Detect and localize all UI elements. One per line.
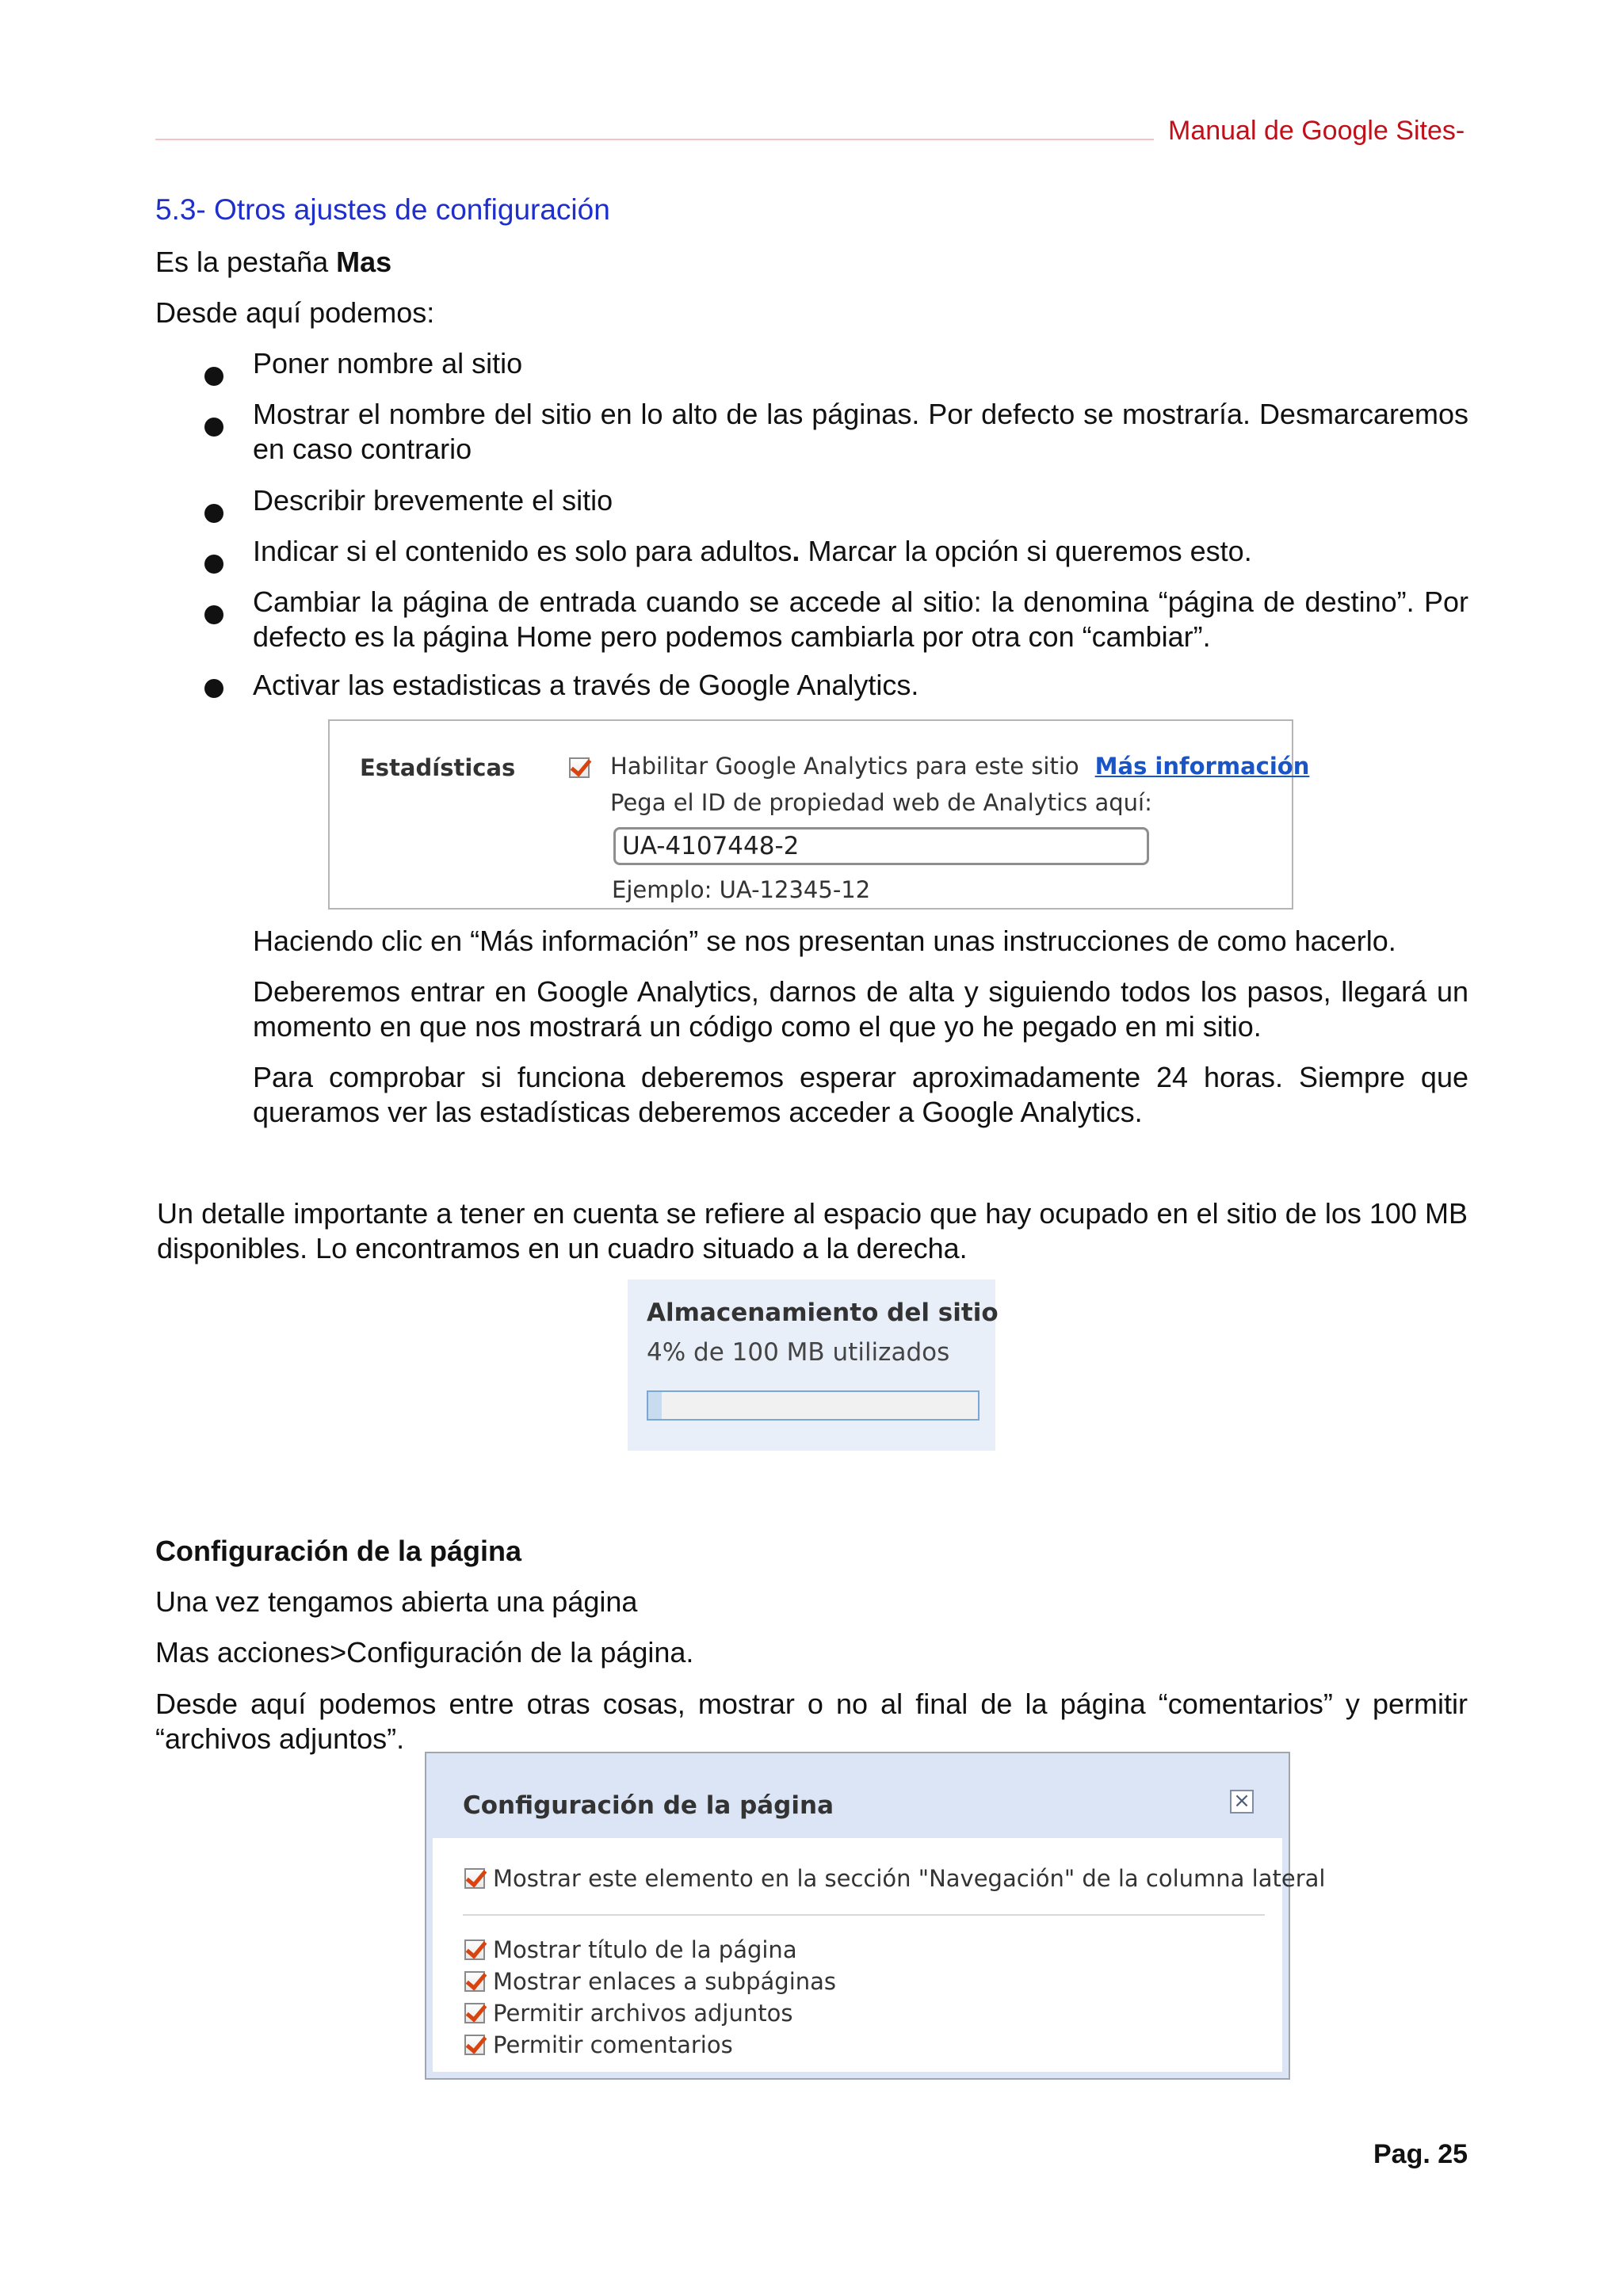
intro-bold: Mas <box>336 246 392 278</box>
stats-label: Estadísticas <box>360 754 516 781</box>
option-label: Mostrar título de la página <box>493 1936 797 1963</box>
page-settings-dialog <box>425 1752 1326 2080</box>
bullet-dot <box>204 555 223 574</box>
list-item: Cambiar la página de entrada cuando se accede al sitio: la denomina “página de destino”. Por defecto es la página Home pero podemos cambiarla por otra con “cambiar”. <box>253 585 1468 653</box>
list-item: Poner nombre al sitio <box>253 347 523 379</box>
analytics-enable-row: Habilitar Google Analytics para este sitio Más información <box>610 753 1310 780</box>
nav-option-checkbox[interactable] <box>464 1868 485 1889</box>
bullet-dot <box>204 504 223 523</box>
storage-progress-fill <box>648 1392 662 1419</box>
list-item: Describir brevemente el sitio <box>253 484 613 517</box>
storage-usage: 4% de 100 MB utilizados <box>647 1338 950 1367</box>
header-divider <box>155 139 1154 140</box>
option-checkbox[interactable] <box>464 1939 485 1960</box>
header-title: Manual de Google Sites- <box>1168 116 1465 146</box>
bullet-dot <box>204 367 223 386</box>
bullet-dot <box>204 418 223 437</box>
analytics-id-input[interactable]: UA-4107448-2 <box>613 827 1149 865</box>
dialog-title: Configuración de la página <box>463 1791 834 1820</box>
list-item: Indicar si el contenido es solo para adultos. Marcar la opción si queremos esto. <box>253 535 1252 567</box>
paragraph: Un detalle importante a tener en cuenta se refiere al espacio que hay ocupado en el sitio de los 100 MB disponibles. Lo encontramos en un cuadro situado a la derecha. <box>157 1197 1468 1264</box>
paragraph: Deberemos entrar en Google Analytics, darnos de alta y siguiendo todos los pasos, llegará un momento en que nos mostrará un código como el que yo he pegado en mi sitio. <box>253 975 1468 1043</box>
more-info-link[interactable]: Más información <box>1094 753 1310 780</box>
analytics-example: Ejemplo: UA-12345-12 <box>612 876 871 903</box>
nav-option-label: Mostrar este elemento en la sección "Navegación" de la columna lateral <box>493 1865 1326 1892</box>
analytics-paste-hint: Pega el ID de propiedad web de Analytics aquí: <box>610 789 1152 816</box>
list-item: Mostrar el nombre del sitio en lo alto de las páginas. Por defecto se mostraría. Desmarcaremos en caso contrario <box>253 398 1468 465</box>
analytics-checkbox[interactable] <box>569 757 590 778</box>
config-heading: Configuración de la página <box>155 1535 522 1567</box>
paragraph: Para comprobar si funciona deberemos esperar aproximadamente 24 horas. Siempre que queramos ver las estadísticas deberemos acceder a Google Analytics. <box>253 1061 1468 1128</box>
dialog-body <box>433 1838 1326 2072</box>
paragraph: Desde aquí podemos entre otras cosas, mostrar o no al final de la página “comentarios” y permitir “archivos adjuntos”. <box>155 1688 1468 1755</box>
option-label: Mostrar enlaces a subpáginas <box>493 1968 837 1995</box>
paragraph: Mas acciones>Configuración de la página. <box>155 1636 694 1669</box>
paragraph: Haciendo clic en “Más información” se nos presentan unas instrucciones de como hacerlo. <box>253 925 1396 957</box>
intro-line-2: Desde aquí podemos: <box>155 296 435 329</box>
list-item: Activar las estadisticas a través de Google Analytics. <box>253 669 919 701</box>
storage-title: Almacenamiento del sitio <box>647 1299 999 1327</box>
storage-progress-bar <box>647 1390 980 1421</box>
paragraph: Una vez tengamos abierta una página <box>155 1585 638 1618</box>
analytics-settings-panel <box>328 719 1310 910</box>
site-storage-panel <box>628 1280 999 1451</box>
dialog-divider <box>463 1914 1265 1916</box>
option-checkbox[interactable] <box>464 2035 485 2055</box>
option-checkbox[interactable] <box>464 1971 485 1992</box>
close-icon[interactable]: × <box>1230 1790 1254 1814</box>
option-label: Permitir archivos adjuntos <box>493 2000 793 2027</box>
intro-line: Es la pestaña Mas <box>155 246 392 278</box>
bullet-dot <box>204 605 223 624</box>
bullet-dot <box>204 679 223 698</box>
page-number: Pag. 25 <box>1373 2139 1468 2169</box>
section-title: 5.3- Otros ajustes de configuración <box>155 193 610 226</box>
option-label: Permitir comentarios <box>493 2031 733 2058</box>
option-checkbox[interactable] <box>464 2003 485 2023</box>
